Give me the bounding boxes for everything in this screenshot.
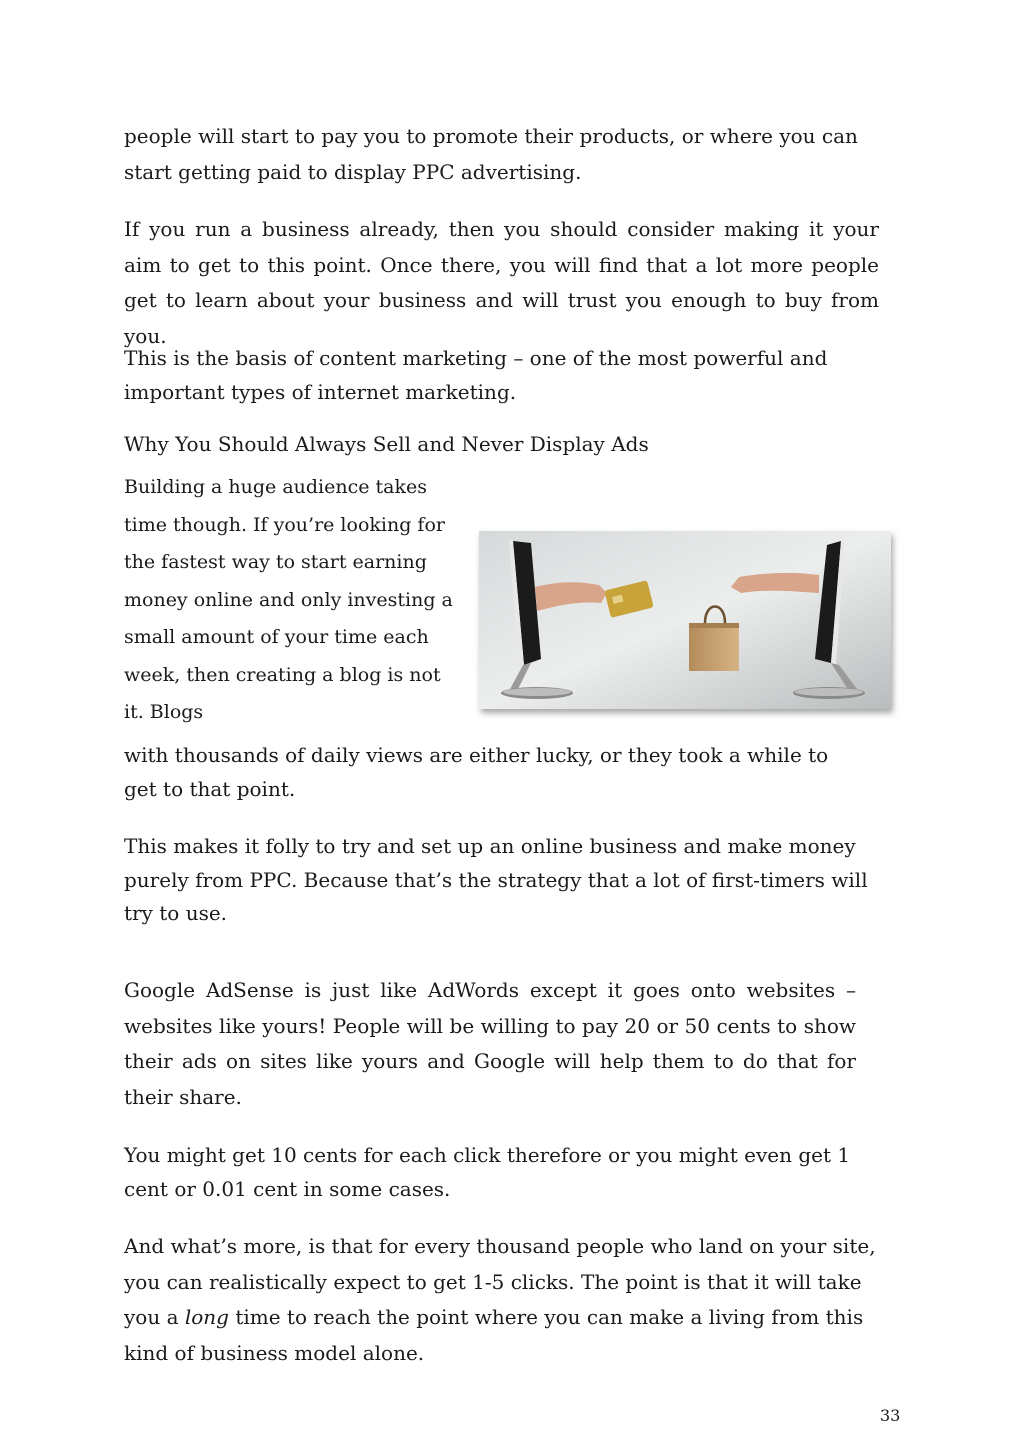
- paragraph-clicks-text-after: time to reach the point where you can make a living from this kind of business model alone.: [124, 1305, 864, 1365]
- paragraph-wrapped-text: Building a huge audience takes time though. If you’re looking for the fastest way to start earning money online and only investing a small amount of your time each week, then creating a blog is not it. Blogs: [124, 476, 453, 723]
- shopping-bag-icon: [689, 623, 739, 671]
- ecommerce-illustration: [479, 531, 891, 709]
- paragraph-adsense: Google AdSense is just like AdWords except it goes onto websites – websites like yours! People will be willing to pay 20 or 50 cents to show their ads on sites like yours and Google will help them to do that for their share.: [124, 978, 856, 1109]
- paragraph-ppc-folly: This makes it folly to try and set up an online business and make money purely from PPC. Because that’s the strategy that a lot of first-timers will try to use.: [124, 834, 868, 925]
- paragraph-cents: You might get 10 cents for each click therefore or you might even get 1 cent or 0.01 cent in some cases.: [124, 1143, 851, 1201]
- paragraph-content-marketing: This is the basis of content marketing – one of the most powerful and important types of internet marketing.: [124, 346, 828, 404]
- emphasis-long: long: [184, 1305, 229, 1329]
- paragraph-intro: people will start to pay you to promote their products, or where you can start getting paid to display PPC advertising.: [124, 124, 858, 184]
- section-heading: Why You Should Always Sell and Never Display Ads: [124, 432, 649, 456]
- paragraph-clicks: [124, 1229, 904, 1371]
- paragraph-business-aim: If you run a business already, then you should consider making it your aim to get to this point. Once there, you will find that a lot more people get to learn about your business and will trust you enough to buy from you.: [124, 217, 879, 348]
- paragraph-continued: with thousands of daily views are either lucky, or they took a while to get to that point.: [124, 743, 829, 801]
- page-number: 33: [880, 1406, 901, 1425]
- paragraph-clicks-text-before: And what’s more, is that for every thousand people who land on your site, you can realistically expect to get 1-5 clicks. The point is that it will take you a: [124, 1234, 876, 1329]
